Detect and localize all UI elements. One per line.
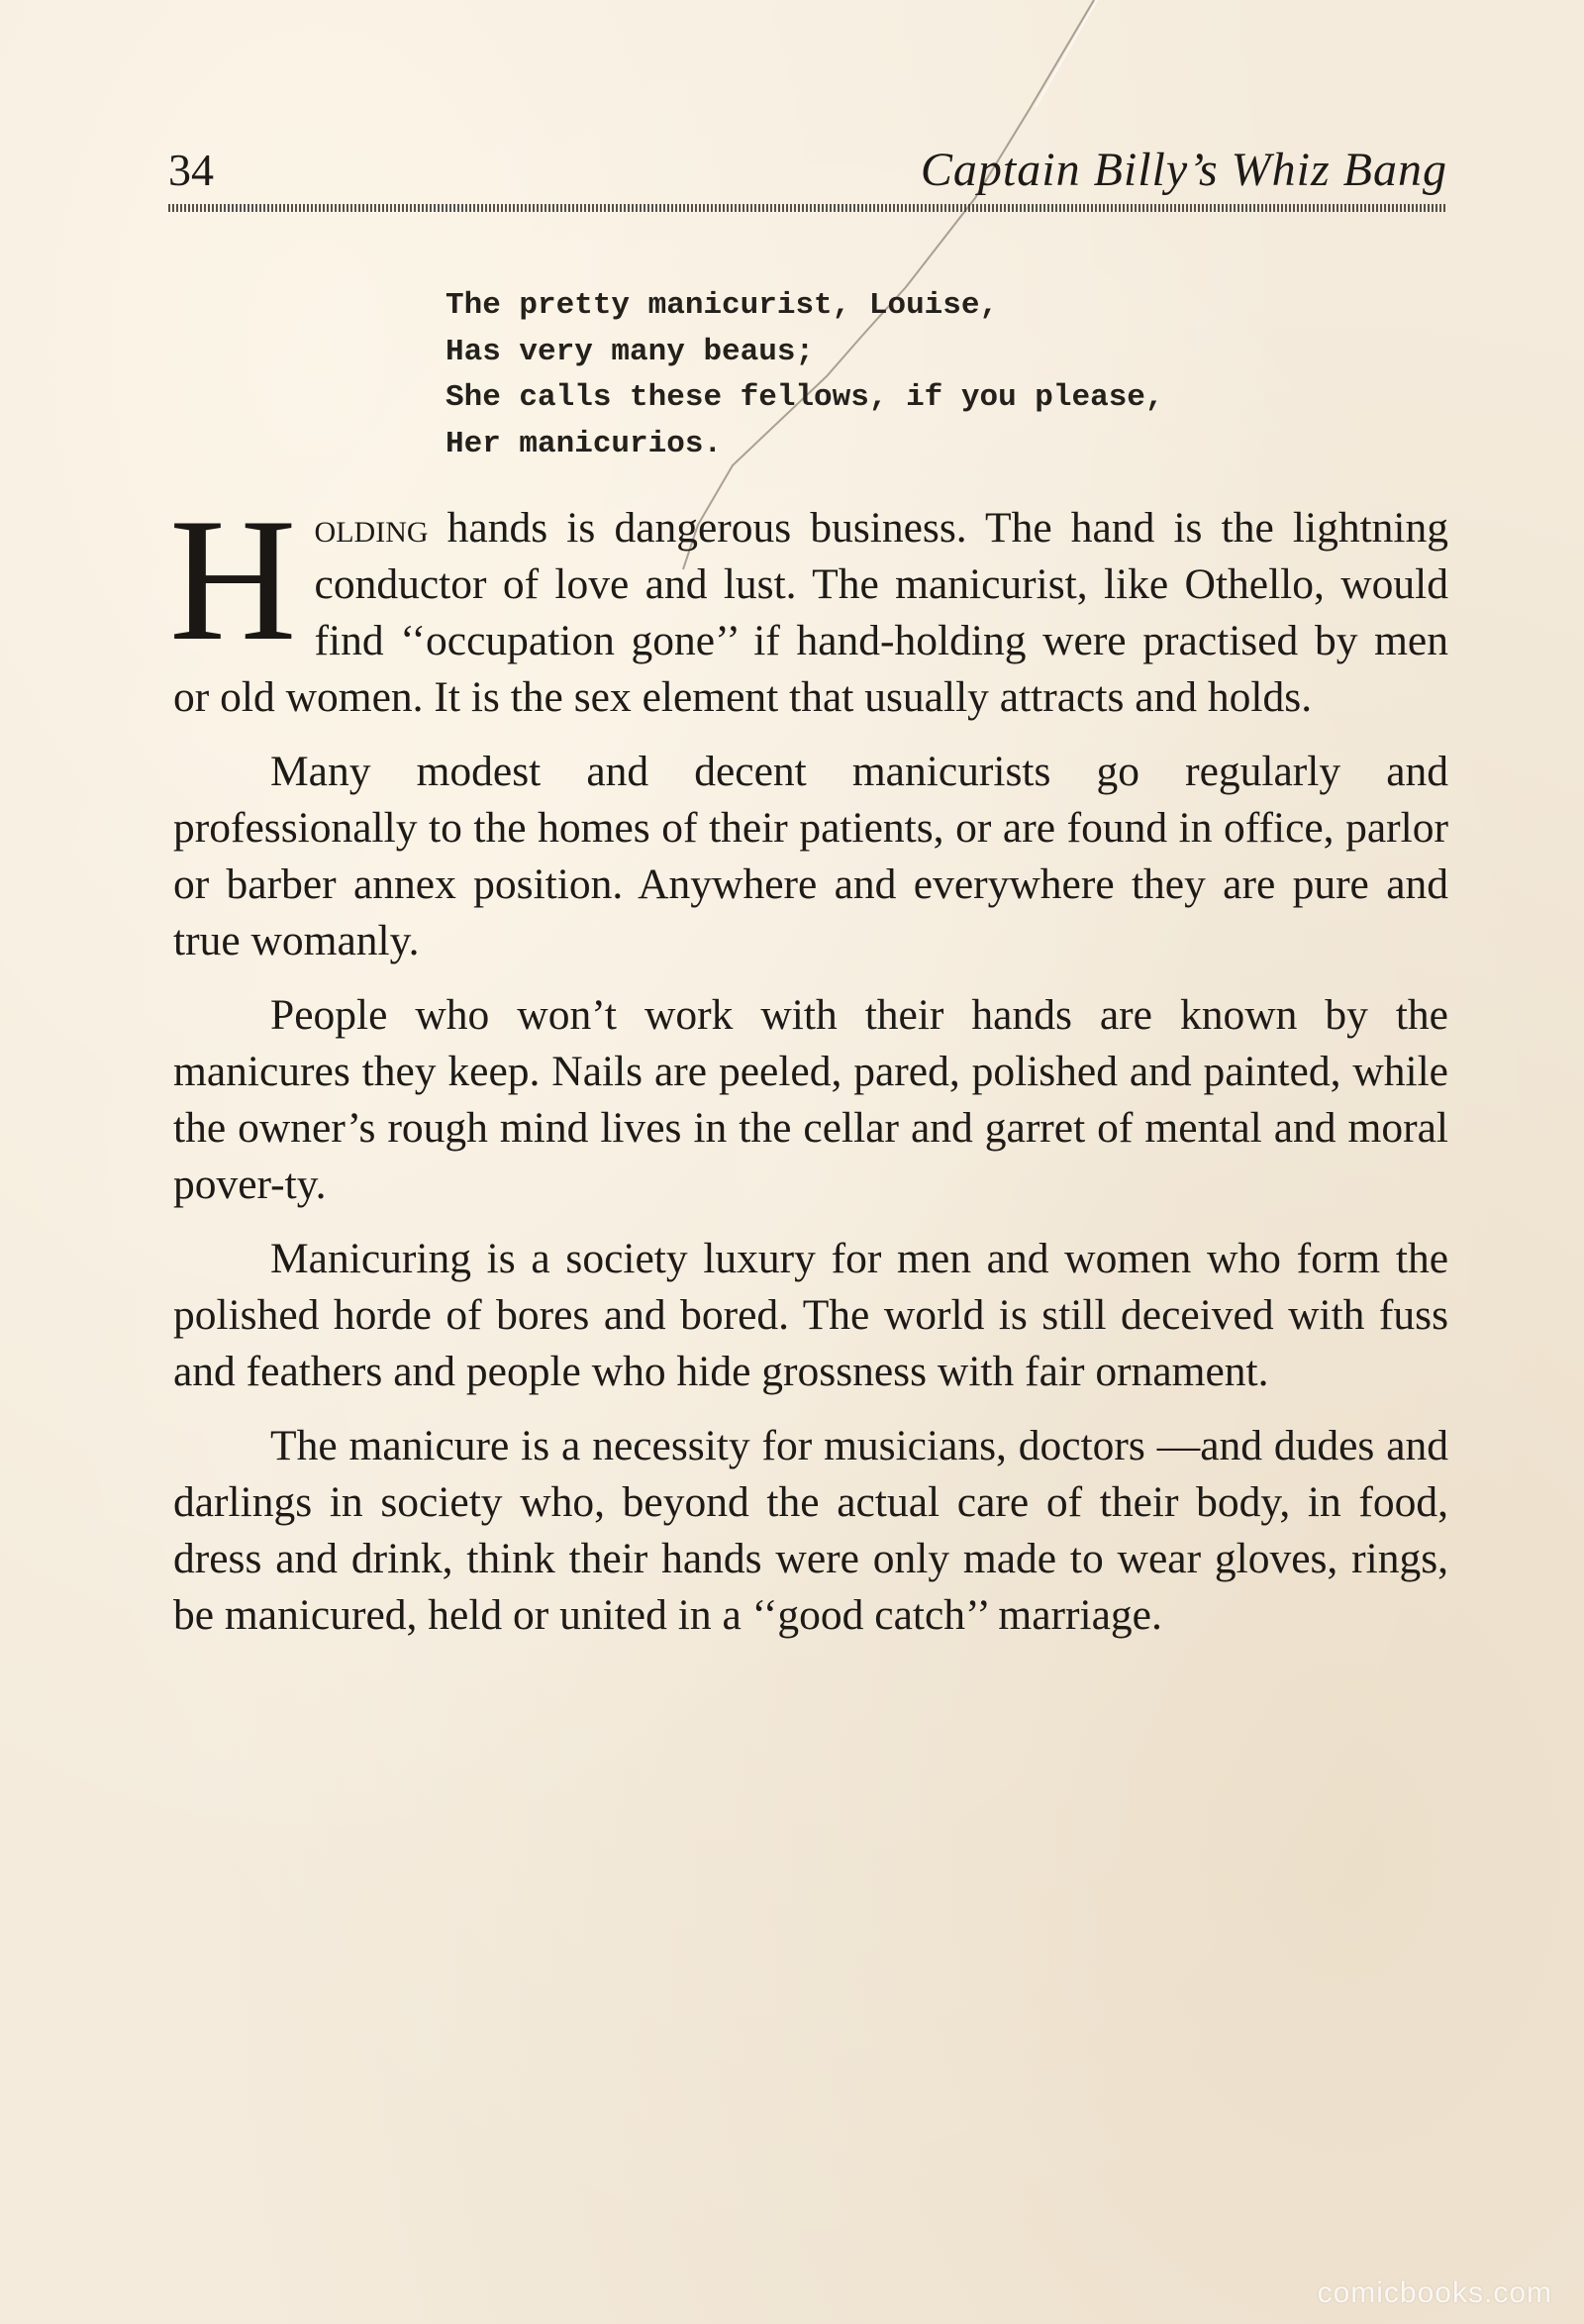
drop-cap: H <box>169 481 297 677</box>
verse-line: Her manicurios. <box>446 426 723 461</box>
paragraph <box>169 481 1448 726</box>
verse-line: Has very many beaus; <box>446 334 815 369</box>
article-body <box>169 481 1448 1662</box>
paragraph: The manicure is a necessity for musicians, doctors —and dudes and darlings in society who, beyond the actual care of their body, in food, dress and drink, think their hands were only made to wear gloves, rings, be manicured, held or united in a ‘‘good catch’’ marriage. <box>173 1422 1448 1639</box>
header-rule <box>168 204 1447 212</box>
verse-line: She calls these fellows, if you please, <box>446 380 1164 415</box>
verse <box>446 283 1164 467</box>
running-title: Captain Billy’s Whiz Bang <box>920 144 1447 196</box>
lead-caps: olding <box>314 504 429 552</box>
watermark: comicbooks.com <box>1317 2276 1552 2309</box>
page-header <box>168 139 1447 210</box>
paragraph: Many modest and decent manicurists go regularly and professionally to the homes of their patients, or are found in office, parlor or barber annex position. Anywhere and everywhere they are pure and true womanly. <box>173 748 1448 964</box>
verse-line: The pretty manicurist, Louise, <box>446 288 999 323</box>
paragraph: Manicuring is a society luxury for men and women who form the polished horde of bores and bored. The world is still deceived with fuss and feathers and people who hide grossness with fair ornament. <box>173 1235 1448 1395</box>
paragraph: People who won’t work with their hands are known by the manicures they keep. Nails are peeled, pared, polished and painted, while the owner’s rough mind lives in the cellar and garret of mental and moral pover-ty. <box>173 991 1448 1208</box>
page-number: 34 <box>168 145 214 195</box>
paragraph-text: hands is dangerous business. The hand is the lightning conductor of love and lust. The manicurist, like Othello, would find ‘‘occupation gone’’ if hand-holding were practised by men or old women. It is the sex element that usually attracts and holds. <box>173 504 1448 721</box>
